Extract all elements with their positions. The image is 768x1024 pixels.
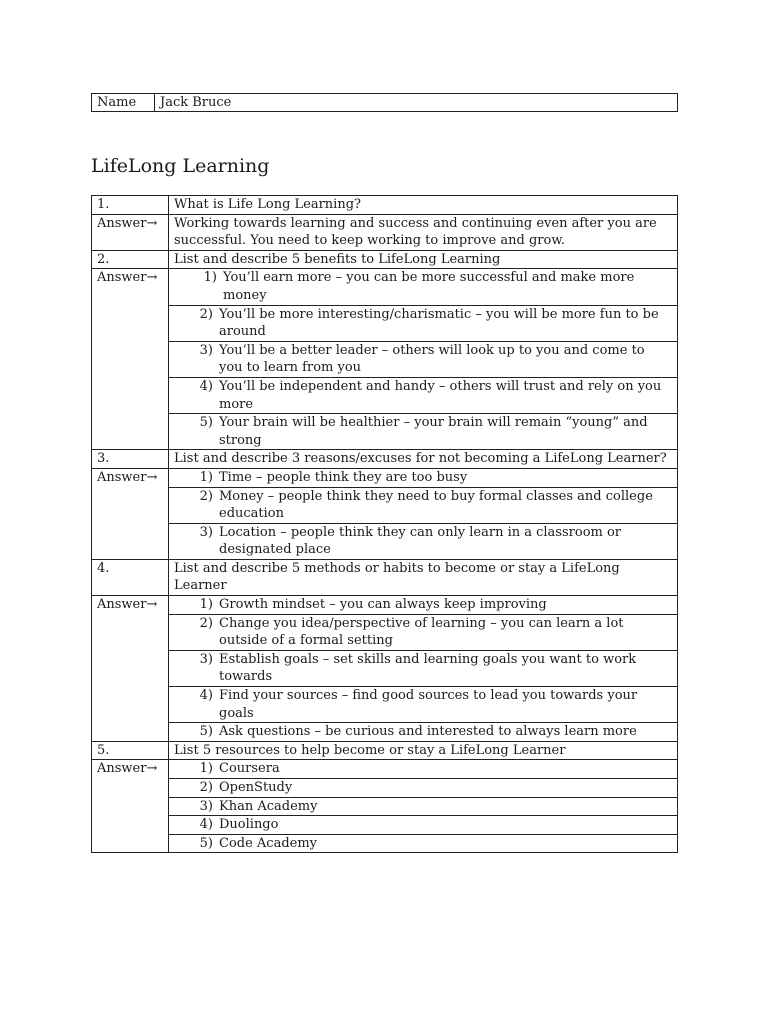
list-item — [169, 778, 677, 797]
list-item — [169, 469, 677, 487]
question-text: List 5 resources to help become or stay a LifeLong Learner — [169, 741, 678, 760]
page-title: LifeLong Learning — [91, 155, 270, 177]
item-number: 1) — [199, 469, 213, 485]
question-row — [92, 741, 678, 760]
list-item — [169, 596, 677, 614]
item-text: Ask questions – be curious and interested to always learn more — [219, 724, 637, 740]
name-row — [92, 94, 678, 112]
item-number: 3) — [199, 342, 213, 358]
question-row — [92, 196, 678, 215]
question-text: List and describe 5 methods or habits to become or stay a LifeLong Learner — [169, 559, 678, 595]
item-number: 1) — [199, 761, 213, 777]
item-text: Khan Academy — [219, 798, 318, 814]
item-text: You’ll be independent and handy – others will trust and rely on you more — [219, 378, 662, 412]
list-item — [169, 305, 677, 341]
item-number: 2) — [199, 780, 213, 795]
item-number: 3) — [199, 798, 213, 814]
item-text: Location – people think they can only learn in a classroom or designated place — [219, 524, 622, 558]
item-number: 4) — [199, 378, 213, 394]
item-number: 2) — [199, 306, 213, 322]
list-item — [169, 815, 677, 834]
question-number: 4. — [92, 559, 169, 595]
item-text: You’ll be more interesting/charismatic – you will be more fun to be around — [219, 306, 659, 340]
list-item — [169, 834, 677, 853]
item-text: Find your sources – find good sources to lead you towards your goals — [219, 688, 638, 721]
name-label: Name — [92, 94, 155, 112]
question-row — [92, 250, 678, 269]
answer-row — [92, 468, 678, 559]
list-item — [169, 487, 677, 523]
list-item — [169, 523, 677, 559]
item-text: Duolingo — [219, 817, 279, 833]
item-number: 3) — [199, 524, 213, 540]
question-number: 1. — [92, 196, 169, 215]
list-item — [169, 269, 677, 304]
answer-row — [92, 596, 678, 742]
question-text: What is Life Long Learning? — [169, 196, 678, 215]
answer-text: Working towards learning and success and continuing even after you are successful. You need to keep working to improve and grow. — [169, 214, 678, 250]
item-text: OpenStudy — [219, 780, 293, 795]
item-number: 4) — [199, 688, 213, 704]
answer-label: Answer→ — [92, 214, 169, 250]
item-text: Money – people think they need to buy formal classes and college education — [219, 488, 653, 522]
item-number: 5) — [199, 835, 213, 851]
answer-row — [92, 760, 678, 853]
item-number: 1) — [203, 270, 217, 286]
name-table — [91, 93, 678, 112]
question-text: List and describe 3 reasons/excuses for not becoming a LifeLong Learner? — [169, 450, 678, 469]
answer-label: Answer→ — [92, 468, 169, 559]
item-number: 4) — [199, 817, 213, 833]
item-text: Establish goals – set skills and learning goals you want to work towards — [219, 651, 637, 685]
item-number: 2) — [199, 615, 213, 631]
question-row — [92, 450, 678, 469]
question-number: 2. — [92, 250, 169, 269]
item-text: You’ll earn more – you can be more successful and make more money — [223, 270, 635, 303]
qa-table — [91, 195, 678, 853]
list-item — [169, 797, 677, 816]
question-number: 5. — [92, 741, 169, 760]
item-text: Change you idea/perspective of learning – you can learn a lot outside of a formal setting — [219, 615, 624, 649]
item-text: Your brain will be healthier – your brain will remain “young” and strong — [219, 415, 648, 448]
answer-row — [92, 269, 678, 450]
list-item — [169, 377, 677, 413]
list-item — [169, 413, 677, 449]
list-item — [169, 341, 677, 377]
item-text: Growth mindset – you can always keep improving — [219, 597, 547, 613]
list-item — [169, 722, 677, 741]
item-text: You’ll be a better leader – others will look up to you and come to you to learn from you — [219, 342, 645, 376]
answer-list — [169, 468, 678, 559]
item-number: 5) — [199, 415, 213, 431]
list-item — [169, 686, 677, 722]
answer-label: Answer→ — [92, 596, 169, 742]
item-number: 1) — [199, 597, 213, 613]
item-text: Time – people think they are too busy — [219, 469, 468, 485]
item-number: 5) — [199, 724, 213, 740]
answer-row — [92, 214, 678, 250]
item-number: 3) — [199, 651, 213, 667]
answer-label: Answer→ — [92, 760, 169, 853]
question-text: List and describe 5 benefits to LifeLong Learning — [169, 250, 678, 269]
list-item — [169, 760, 677, 778]
list-item — [169, 614, 677, 650]
answer-list — [169, 596, 678, 742]
answer-list — [169, 760, 678, 853]
item-text: Code Academy — [219, 835, 318, 851]
answer-label: Answer→ — [92, 269, 169, 450]
name-value: Jack Bruce — [155, 94, 678, 112]
question-number: 3. — [92, 450, 169, 469]
question-row — [92, 559, 678, 595]
list-item — [169, 650, 677, 686]
item-number: 2) — [199, 488, 213, 504]
item-text: Coursera — [219, 761, 280, 777]
answer-list — [169, 269, 678, 450]
